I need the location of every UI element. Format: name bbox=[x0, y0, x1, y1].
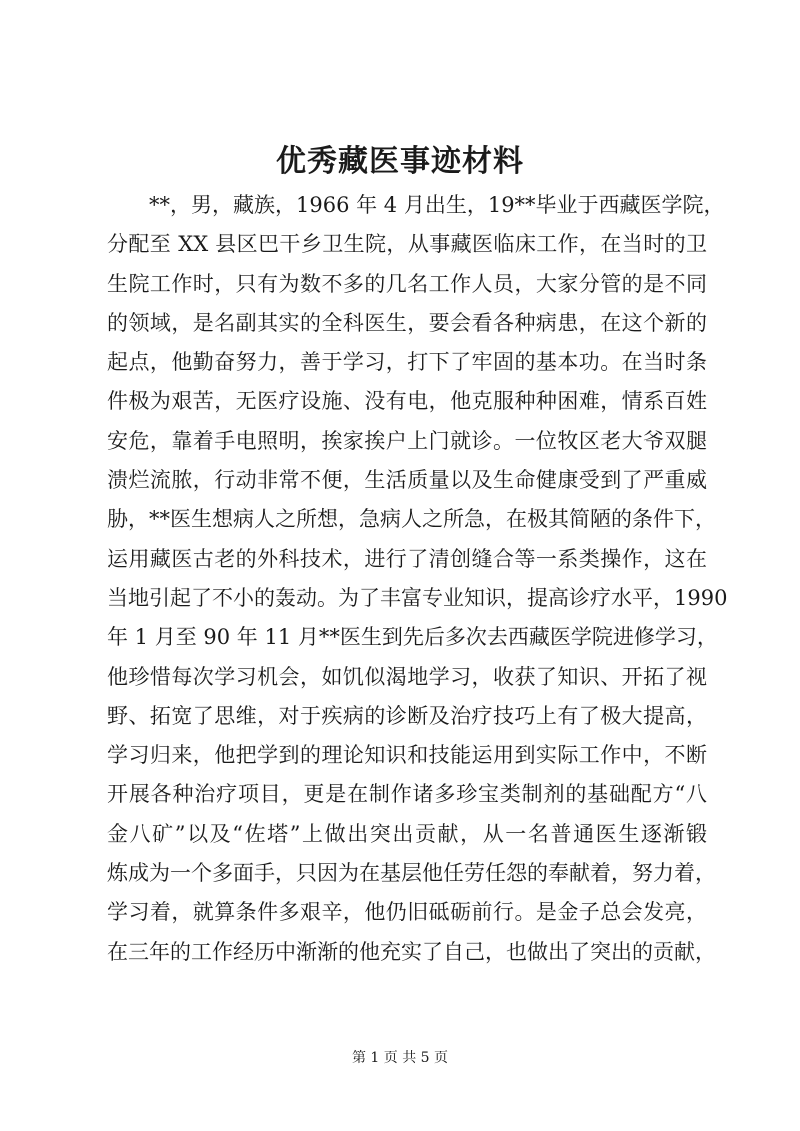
body-line: 胁，**医生想病人之所想，急病人之所急，在极其简陋的条件下， bbox=[107, 507, 716, 532]
body-line: 炼成为一个多面手，只因为在基层他任劳任怨的奉献着，努力着， bbox=[107, 861, 716, 886]
body-line: 件极为艰苦，无医疗设施、没有电，他克服种种困难，情系百姓 bbox=[107, 389, 707, 414]
body-line: 野、拓宽了思维，对于疾病的诊断及治疗技巧上有了极大提高， bbox=[107, 703, 707, 728]
body-line: 当地引起了不小的轰动。为了丰富专业知识，提高诊疗水平，1990 bbox=[107, 585, 728, 610]
body-line: 学习归来，他把学到的理论知识和技能运用到实际工作中，不断 bbox=[107, 743, 707, 768]
body-line: 开展各种治疗项目，更是在制作诸多珍宝类制剂的基础配方“八 bbox=[107, 782, 707, 807]
body-line: 在三年的工作经历中渐渐的他充实了自己，也做出了突出的贡献， bbox=[107, 939, 716, 964]
body-line: 安危，靠着手电照明，挨家挨户上门就诊。一位牧区老大爷双腿 bbox=[107, 428, 707, 453]
body-line: 年 1 月至 90 年 11 月**医生到先后多次去西藏医学院进修学习， bbox=[107, 625, 718, 650]
body-line: 分配至 XX 县区巴干乡卫生院，从事藏医临床工作，在当时的卫 bbox=[107, 232, 707, 257]
body-line: 运用藏医古老的外科技术，进行了清创缝合等一系类操作，这在 bbox=[107, 546, 707, 571]
body-line: 生院工作时，只有为数不多的几名工作人员，大家分管的是不同 bbox=[107, 271, 707, 296]
body-line: 的领域，是名副其实的全科医生，要会看各种病患，在这个新的 bbox=[107, 310, 707, 335]
body-line: 学习着，就算条件多艰辛，他仍旧砥砺前行。是金子总会发亮， bbox=[107, 900, 707, 925]
body-line: **，男，藏族，1966 年 4 月出生，19**毕业于西藏医学院， bbox=[149, 193, 725, 217]
page-footer: 第 1 页 共 5 页 bbox=[351, 1050, 449, 1066]
document-title: 优秀藏医事迹材料 bbox=[276, 144, 524, 179]
body-line: 金八矿”以及“佐塔”上做出突出贡献，从一名普通医生逐渐锻 bbox=[107, 821, 707, 846]
document-body bbox=[107, 186, 728, 972]
body-line: 溃烂流脓，行动非常不便，生活质量以及生命健康受到了严重威 bbox=[107, 468, 707, 493]
body-line: 起点，他勤奋努力，善于学习，打下了牢固的基本功。在当时条 bbox=[107, 350, 707, 375]
body-line: 他珍惜每次学习机会，如饥似渴地学习，收获了知识、开拓了视 bbox=[107, 664, 707, 689]
